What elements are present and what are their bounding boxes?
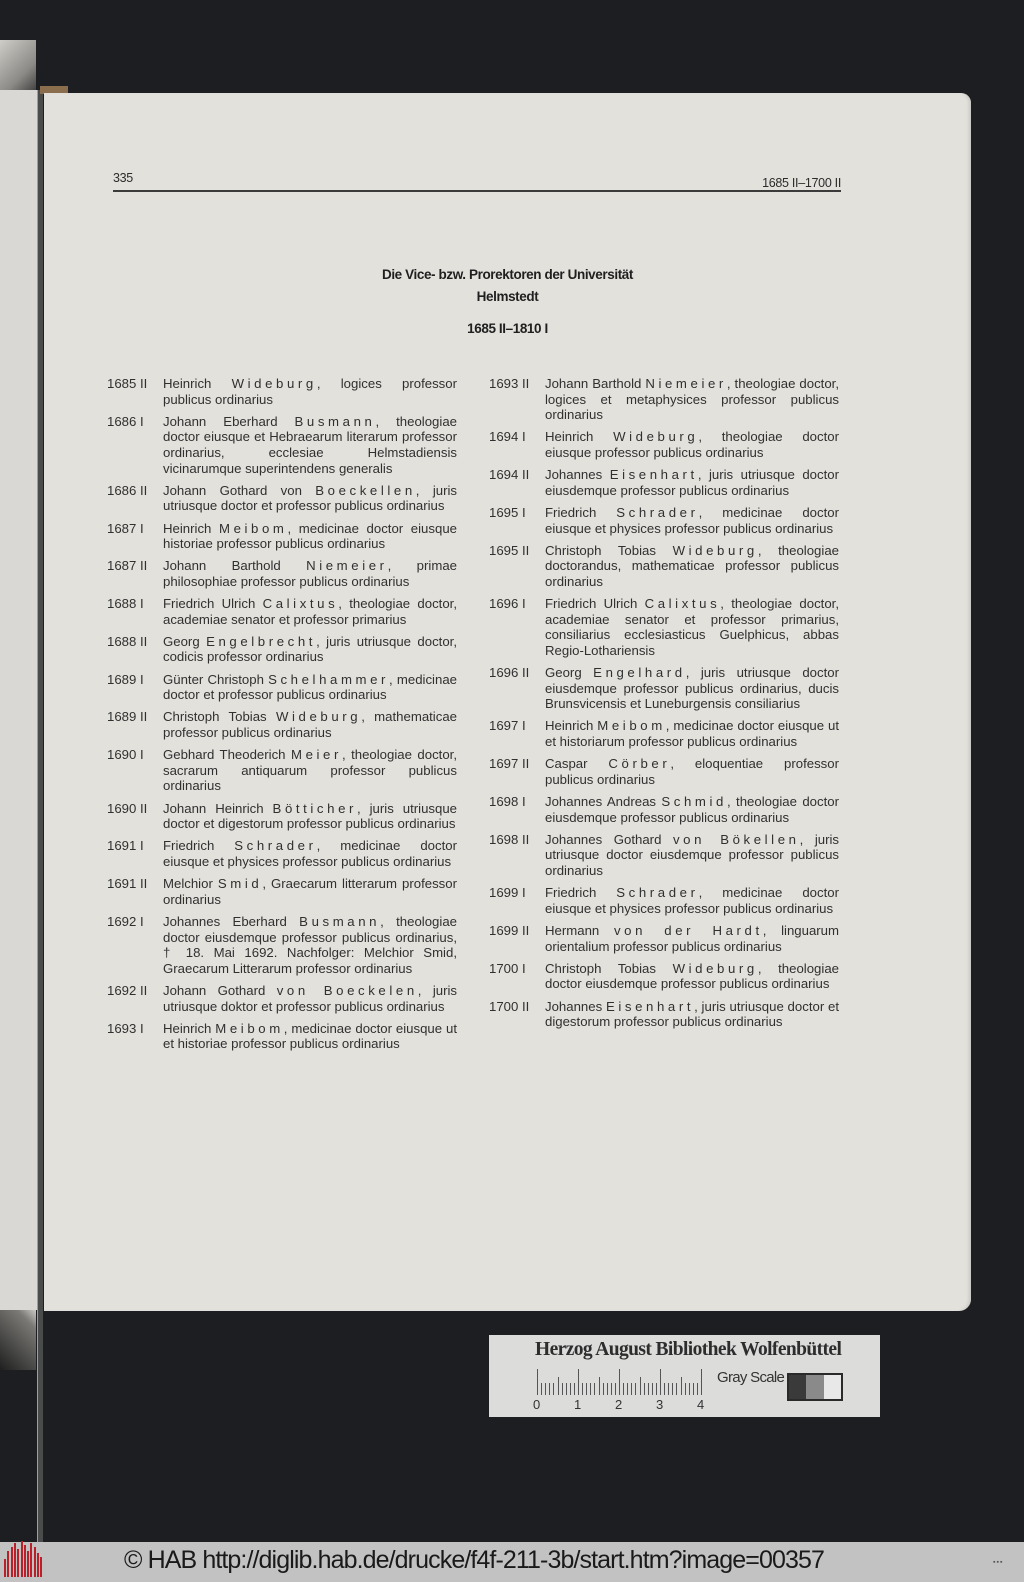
entry-date: 1687 I — [107, 520, 144, 536]
entry-text — [545, 665, 839, 712]
list-item — [489, 756, 839, 787]
entry-surname: Cörber — [608, 756, 671, 772]
entry-surname: Schrader — [234, 838, 317, 854]
list-item — [489, 505, 839, 536]
entry-date: 1697 II — [489, 756, 530, 772]
entry-text — [545, 467, 839, 498]
list-item — [107, 672, 457, 703]
entry-description: , theologiae doctor, sacrarum antiquarum professor publicus ordinarius — [163, 747, 457, 794]
entry-given-name: Georg — [163, 633, 207, 649]
entry-given-name: Johannes Eberhard — [163, 913, 300, 929]
ruler-tick — [549, 1383, 550, 1395]
entry-surname: Meibom — [597, 718, 666, 734]
entry-date: 1691 I — [107, 838, 144, 854]
page-title: Die Vice- bzw. Prorektoren der Universität — [381, 267, 634, 282]
entry-given-name: Johann Gothard — [163, 982, 277, 998]
entry-surname: Engelbrecht — [206, 633, 317, 649]
entry-date: 1692 I — [107, 913, 144, 929]
entry-given-name: Christoph Tobias — [545, 542, 673, 558]
entry-given-name: Johann Barthold — [545, 376, 646, 391]
ruler-tick — [566, 1383, 567, 1395]
entry-surname: Bötticher — [272, 800, 357, 816]
list-item — [107, 414, 457, 476]
entry-given-name: Heinrich — [545, 718, 598, 734]
entry-date: 1700 II — [489, 998, 530, 1014]
entry-given-name: Heinrich — [163, 1020, 216, 1036]
ruler-tick — [648, 1383, 649, 1395]
entry-description: , medicinae doctor et professor publicus ordinarius — [163, 671, 457, 703]
ruler-tick — [664, 1383, 665, 1395]
entry-date: 1688 I — [107, 596, 144, 612]
entry-text — [545, 999, 839, 1030]
list-item — [489, 885, 839, 916]
entry-surname: Calixtus — [644, 596, 721, 612]
ruler-tick — [599, 1377, 600, 1395]
entry-date: 1691 II — [107, 876, 148, 892]
entry-date: 1686 I — [107, 413, 144, 429]
entry-description: , medicinae doctor eiusque et physices professor publicus ordinarius — [545, 504, 839, 536]
ruler-tick — [623, 1383, 624, 1395]
entry-given-name: Hermann — [545, 922, 614, 938]
entry-date: 1693 II — [489, 376, 530, 391]
entry-date: 1690 II — [107, 800, 148, 816]
entry-given-name: Georg — [545, 665, 594, 681]
entry-description: , juris utriusque doctor et digestorum professor publicus ordinarius — [545, 998, 839, 1030]
entry-description: , Graecarum litterarum professor ordinarius — [163, 876, 457, 907]
entry-surname: Niemeier — [645, 376, 727, 391]
entry-given-name: Heinrich — [163, 520, 219, 536]
entry-given-name: Johannes Andreas — [545, 794, 662, 809]
entry-text — [545, 505, 839, 536]
list-item — [489, 467, 839, 498]
ruler-tick — [603, 1383, 604, 1395]
list-item — [107, 634, 457, 665]
ruler-tick — [676, 1383, 677, 1395]
entry-description: , theologiae doctor eiusdemque professor publicus ordinarius, † 18. Mai 1692. Nachfolger: Melchior Smid, Graecarum Litterarum professor ordinarius — [163, 913, 457, 976]
entry-date: 1695 II — [489, 542, 530, 558]
list-item — [489, 376, 839, 423]
entry-given-name: Christoph Tobias — [163, 709, 276, 725]
entry-surname: von Bökellen — [672, 831, 800, 847]
ruler-labels — [529, 1397, 719, 1413]
entry-description: , juris utriusque doctor eiusdemque professor publicus ordinarius — [545, 467, 839, 498]
entry-text — [163, 983, 457, 1014]
entry-date: 1685 II — [107, 376, 148, 391]
entry-date: 1695 I — [489, 504, 526, 520]
list-item — [107, 558, 457, 589]
entry-description: , theologiae doctor eiusque professor publicus ordinarius — [545, 429, 839, 460]
entry-text — [163, 634, 457, 665]
entry-given-name: Caspar — [545, 756, 609, 772]
entry-date: 1698 II — [489, 831, 530, 847]
entry-given-name: Gebhard Theoderich — [163, 747, 291, 763]
entry-description: , juris utriusque doctor eiusdemque professor publicus ordinarius — [545, 831, 839, 878]
entry-text — [545, 718, 839, 749]
entry-date: 1699 II — [489, 922, 530, 938]
entry-surname: Meier — [290, 747, 342, 763]
book-gutter — [37, 90, 43, 1550]
entry-surname: Wideburg — [231, 376, 317, 391]
list-item — [107, 596, 457, 627]
entry-description: , primae philosophiae professor publicus ordinarius — [163, 558, 457, 589]
entry-surname: Schrader — [616, 504, 699, 520]
entry-description: , theologiae doctorandus, mathematicae professor publicus ordinarius — [545, 542, 839, 589]
entry-surname: Wideburg — [613, 429, 699, 445]
entry-description: , medicinae doctor eiusque et physices professor publicus ordinarius — [163, 838, 457, 869]
ruler-label: 0 — [533, 1397, 541, 1412]
ruler-label: 3 — [656, 1397, 664, 1412]
entry-given-name: Friedrich — [163, 838, 235, 854]
entry-description: , mathematicae professor publicus ordinarius — [163, 709, 458, 741]
entry-text — [163, 376, 457, 407]
list-item — [107, 1021, 457, 1052]
ruler-tick — [701, 1369, 702, 1395]
list-item — [489, 543, 839, 590]
entry-description: , theologiae doctor eiusdemque professor publicus ordinarius — [545, 960, 839, 992]
entry-given-name: Johann Gothard von — [163, 482, 316, 498]
ruler-tick — [640, 1377, 641, 1395]
entry-date: 1692 II — [107, 982, 148, 998]
ruler-tick — [582, 1383, 583, 1395]
list-item — [107, 376, 457, 407]
ruler-tick — [685, 1383, 686, 1395]
ruler-tick — [660, 1369, 661, 1395]
entry-given-name: Johannes — [545, 467, 610, 483]
entry-date: 1696 I — [489, 596, 526, 612]
list-item — [489, 718, 839, 749]
entry-description: , juris utriusque doktor et professor publicus ordinarius — [163, 982, 458, 1014]
entry-surname: Busmann — [299, 913, 381, 929]
entry-surname: Meibom — [215, 1020, 284, 1036]
ruler-tick — [615, 1383, 616, 1395]
entry-given-name: Melchior — [163, 876, 218, 892]
ruler-tick — [697, 1383, 698, 1395]
entry-given-name: Christoph Tobias — [545, 960, 673, 976]
ruler-tick — [689, 1383, 690, 1395]
entry-description: , theologiae doctor eiusque et Hebraearum literarum professor ordinarius, ecclesiae Helmstadiensis vicinarumque superintendens generalis — [163, 413, 457, 476]
list-item — [489, 429, 839, 460]
entry-text — [163, 914, 457, 976]
entry-text — [163, 596, 457, 627]
page-subtitle: 1685 II–1810 I — [467, 321, 548, 336]
entry-date: 1693 I — [107, 1020, 144, 1036]
entry-text — [545, 543, 839, 590]
gray-swatch — [824, 1375, 841, 1399]
ruler-tick — [570, 1383, 571, 1395]
entry-given-name: Johannes — [545, 998, 606, 1014]
ruler-tick — [635, 1383, 636, 1395]
entry-description: , medicinae doctor eiusque historiae professor publicus ordinarius — [163, 520, 457, 552]
ruler-tick — [631, 1383, 632, 1395]
entry-text — [163, 1021, 457, 1052]
entry-text — [163, 747, 457, 794]
entry-description: , theologiae doctor, academiae senator et professor primarius, consiliarius ecclesiasticus Guelphicus, abbas Regio-Lothariensis — [545, 596, 839, 658]
gray-swatch — [789, 1375, 806, 1399]
entry-description: , eloquentiae professor publicus ordinarius — [545, 756, 839, 787]
entry-date: 1698 I — [489, 794, 526, 809]
list-item — [107, 483, 457, 514]
entry-description: , medicinae doctor eiusque ut et historiae professor publicus ordinarius — [163, 1020, 457, 1052]
entries-column-right — [489, 376, 839, 1036]
entry-given-name: Heinrich — [545, 429, 614, 445]
entry-given-name: Günter Christoph — [163, 671, 269, 687]
entry-surname: Meibom — [219, 520, 288, 536]
gray-swatch — [806, 1375, 823, 1399]
ruler-tick — [553, 1383, 554, 1395]
entry-text — [163, 876, 457, 907]
list-item — [107, 838, 457, 869]
entry-date: 1688 II — [107, 633, 148, 649]
entry-description: , juris utriusque doctor, codicis professor ordinarius — [163, 633, 457, 665]
entry-description: , theologiae doctor, logices et metaphysices professor publicus ordinarius — [545, 376, 839, 423]
list-item — [489, 665, 839, 712]
left-page-bottom-corner — [0, 1310, 36, 1370]
ruler-tick — [541, 1383, 542, 1395]
entry-surname: Busmann — [294, 413, 376, 429]
entry-description: , linguarum orientalium professor publicus ordinarius — [545, 922, 839, 954]
hab-card-title: Herzog August Bibliothek Wolfenbüttel — [535, 1339, 842, 1360]
ruler-tick — [562, 1383, 563, 1395]
entry-surname: Niemeier — [306, 558, 388, 574]
hab-logo-icon — [4, 1545, 46, 1579]
ruler-label: 2 — [615, 1397, 623, 1412]
entry-given-name: Johannes Gothard — [545, 831, 673, 847]
entry-description: , juris utriusque doctor et professor publicus ordinarius — [163, 482, 458, 514]
entry-given-name: Johann Eberhard — [163, 413, 295, 429]
gray-scale-label: Gray Scale — [717, 1369, 785, 1386]
entry-date: 1694 II — [489, 467, 530, 483]
entry-text — [163, 483, 457, 514]
hab-color-card — [489, 1335, 880, 1417]
list-item — [489, 999, 839, 1030]
entry-text — [545, 376, 839, 423]
ruler-tick — [607, 1383, 608, 1395]
entry-given-name: Friedrich — [545, 885, 617, 901]
entry-text — [545, 756, 839, 787]
entry-description: , juris utriusque doctor et digestorum professor publicus ordinarius — [163, 800, 457, 832]
entry-given-name: Heinrich — [163, 376, 232, 391]
entry-date: 1696 II — [489, 665, 530, 681]
entry-date: 1699 I — [489, 885, 526, 901]
entry-text — [545, 596, 839, 658]
list-item — [107, 876, 457, 907]
ruler-tick — [656, 1383, 657, 1395]
running-header — [113, 171, 841, 191]
ruler-tick — [574, 1383, 575, 1395]
entry-text — [545, 923, 839, 954]
entry-text — [163, 672, 457, 703]
entry-given-name: Johann Barthold — [163, 558, 307, 574]
list-item — [489, 596, 839, 658]
entries-column-left — [107, 376, 457, 1058]
ruler-tick — [578, 1369, 579, 1395]
gray-scale-swatch — [787, 1373, 843, 1401]
ruler-tick — [594, 1383, 595, 1395]
entry-text — [545, 885, 839, 916]
entry-text — [163, 838, 457, 869]
list-item — [489, 961, 839, 992]
header-rule — [113, 190, 841, 192]
ruler-tick — [611, 1383, 612, 1395]
entry-given-name: Friedrich Ulrich — [545, 596, 645, 612]
entry-surname: Eisenhart — [609, 467, 698, 483]
entry-surname: Calixtus — [262, 596, 339, 612]
entry-text — [163, 801, 457, 832]
entry-surname: Boeckellen — [315, 482, 416, 498]
list-item — [107, 747, 457, 794]
list-item — [489, 794, 839, 825]
ruler-tick — [652, 1383, 653, 1395]
entry-surname: Schrader — [616, 885, 699, 901]
entry-date: 1689 I — [107, 671, 144, 687]
list-item — [107, 709, 457, 740]
entry-surname: Schmid — [661, 794, 727, 809]
entry-text — [545, 832, 839, 879]
entry-given-name: Friedrich Ulrich — [163, 596, 263, 612]
ruler-tick — [627, 1383, 628, 1395]
running-range: 1685 II–1700 II — [762, 176, 841, 190]
list-item — [107, 521, 457, 552]
list-item — [489, 832, 839, 879]
list-item — [107, 914, 457, 976]
entry-date: 1694 I — [489, 429, 526, 445]
entry-given-name: Friedrich — [545, 504, 617, 520]
ruler-tick — [668, 1383, 669, 1395]
ruler-label: 4 — [697, 1397, 705, 1412]
entry-surname: Wideburg — [275, 709, 362, 725]
list-item — [107, 801, 457, 832]
entry-text — [163, 521, 457, 552]
ruler-tick — [693, 1383, 694, 1395]
ruler-icon — [537, 1369, 705, 1395]
entry-date: 1687 II — [107, 558, 148, 574]
entry-text — [163, 558, 457, 589]
entry-surname: Engelhard — [593, 665, 686, 681]
ruler-label: 1 — [574, 1397, 582, 1412]
ruler-tick — [586, 1383, 587, 1395]
page-number: 335 — [113, 171, 133, 185]
entry-date: 1686 II — [107, 482, 148, 498]
entry-date: 1697 I — [489, 718, 526, 734]
entry-date: 1689 II — [107, 709, 148, 725]
entry-description: , juris utriusque doctor eiusdemque professor publicus ordinarius, ducis Brunsvicensis et Luneburgensis consiliarius — [545, 665, 839, 712]
list-item — [107, 983, 457, 1014]
entry-surname: Schelhammer — [268, 671, 390, 687]
footer-copyright-link[interactable]: © HAB http://diglib.hab.de/drucke/f4f-211-3b/start.htm?image=00357 — [124, 1546, 824, 1574]
facing-page-edge — [0, 90, 38, 1310]
entry-text — [545, 429, 839, 460]
footer-corner-mark: ▪▪▪ — [993, 1559, 1004, 1566]
entry-surname: Wideburg — [672, 960, 758, 976]
ruler-tick — [644, 1383, 645, 1395]
ruler-tick — [681, 1377, 682, 1395]
entry-date: 1700 I — [489, 960, 526, 976]
entry-given-name: Johann Heinrich — [163, 800, 273, 816]
ruler-tick — [672, 1383, 673, 1395]
entry-date: 1690 I — [107, 747, 144, 763]
entry-text — [545, 794, 839, 825]
footer-bar — [0, 1542, 1024, 1582]
ruler-tick — [545, 1383, 546, 1395]
ruler-tick — [558, 1377, 559, 1395]
entry-text — [545, 961, 839, 992]
entry-description: , medicinae doctor eiusque et physices professor publicus ordinarius — [545, 885, 839, 916]
entry-surname: Eisenhart — [605, 998, 695, 1014]
entry-description: , medicinae doctor eiusque ut et historiarum professor publicus ordinarius — [545, 718, 839, 750]
entry-text — [163, 709, 457, 740]
entry-surname: von der Hardt — [613, 922, 763, 938]
ruler-tick — [537, 1369, 538, 1395]
entry-description: , logices professor publicus ordinarius — [163, 376, 457, 407]
entry-text — [163, 414, 457, 476]
ruler-tick — [619, 1369, 620, 1395]
entry-surname: von Boeckelen — [276, 982, 418, 998]
entry-description: , theologiae doctor eiusdemque professor publicus ordinarius — [545, 794, 839, 825]
page-title-line2: Helmstedt — [476, 289, 539, 304]
ruler-tick — [590, 1383, 591, 1395]
entry-description: , theologiae doctor, academiae senator et professor primarius — [163, 596, 457, 627]
entry-surname: Wideburg — [672, 542, 758, 558]
list-item — [489, 923, 839, 954]
entry-surname: Smid — [217, 876, 263, 892]
